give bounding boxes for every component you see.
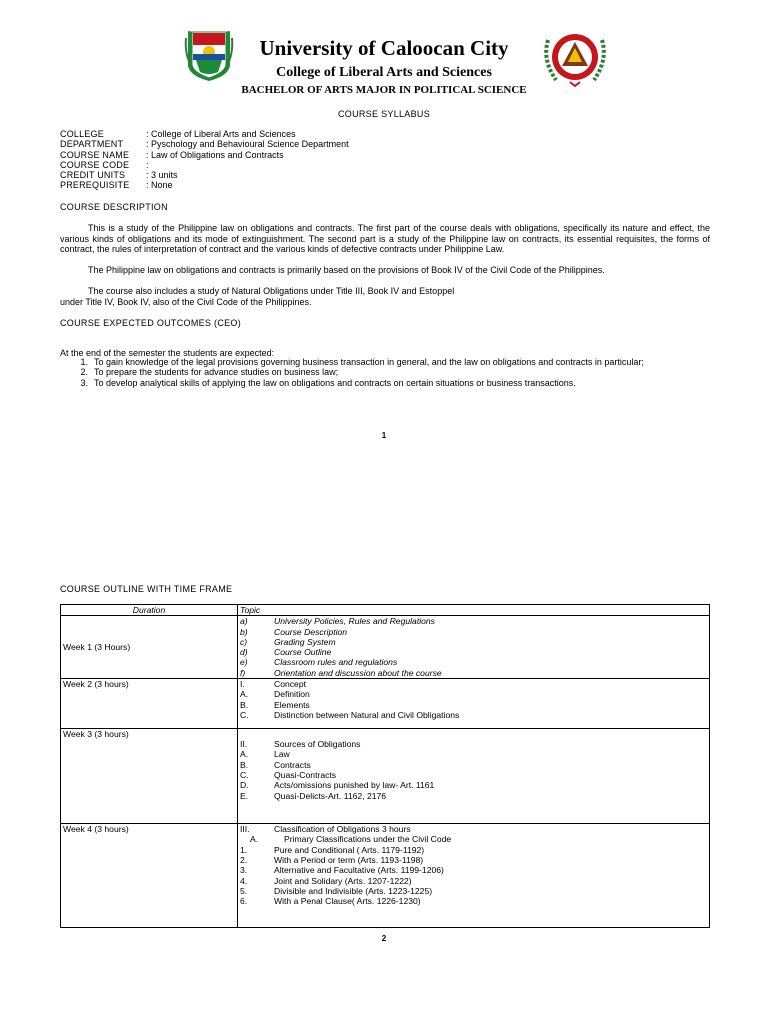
topic-text: Grading System [274,636,336,647]
topic-marker: C. [240,709,249,720]
topic-item [240,657,707,667]
course-description-paragraph: under Title IV, Book IV, also of the Civil Code of the Philippines. [60,297,312,307]
column-header-duration: Duration [61,605,238,616]
page-number: 1 [381,431,387,440]
table-row [61,679,710,729]
week-duration: Week 4 (3 hours) [61,824,238,928]
list-text: To prepare the students for advance studies on business law; [94,367,339,378]
info-key: PREREQUISITE [60,180,130,191]
info-key: COURSE CODE [60,159,130,170]
topic-text: Concept [274,679,307,690]
topic-item [240,679,707,689]
topic-marker: I. [240,679,245,690]
topic-text: Alternative and Facultative (Arts. 1199-1206) [274,865,444,876]
topic-item [240,855,707,865]
info-value: : Law of Obligations and Contracts [146,149,284,160]
column-header-topic: Topic [238,605,710,616]
topic-item [240,689,707,699]
course-description-paragraph: This is a study of the Philippine law on obligations and contracts. The first part of the course deals with obligations, specifically its nature and effect, the various kinds of obligations and its mode of extinguishment. The second part is a study of the Philippine law on contracts, its essential requisites, the forms of contract, the rules of interpretation of contract and the various kinds of defective contracts under Philippine Law. [60,223,710,254]
info-row [60,129,349,139]
topic-marker: E. [240,790,249,801]
topic-item [240,834,707,844]
topic-marker: A. [240,689,249,700]
document-type: COURSE SYLLABUS [337,109,431,119]
ceo-intro: At the end of the semester the students are expected: [60,348,275,358]
info-row [60,139,349,149]
topic-marker: D. [240,780,249,791]
info-row [60,160,349,170]
topic-text: With a Penal Clause( Arts. 1226-1230) [274,896,421,907]
topic-item [240,824,707,834]
table-row [61,729,710,824]
topic-item [240,845,707,855]
topic-item [240,647,707,657]
week-duration: Week 2 (3 hours) [61,679,238,729]
list-number: 3. [80,377,88,388]
topic-item [240,616,707,626]
topic-item [240,637,707,647]
topic-marker: B. [240,759,249,770]
list-item [70,378,644,388]
info-value: : College of Liberal Arts and Sciences [146,129,296,139]
topic-text: Elements [274,699,310,710]
college-title: College of Liberal Arts and Sciences [276,65,492,80]
topic-text: Distinction between Natural and Civil Obligations [274,709,460,720]
topic-marker: e) [240,657,248,668]
info-key: COURSE NAME [60,149,130,160]
list-number: 1. [80,357,88,367]
week-topics [238,679,710,729]
course-description-heading: COURSE DESCRIPTION [60,202,168,212]
page-number: 2 [381,934,387,943]
topic-item [240,780,707,790]
week-duration: Week 1 (3 Hours) [61,616,238,679]
topic-text: Primary Classifications under the Civil Code [284,834,452,845]
topic-marker: d) [240,647,248,658]
topic-text: Course Description [274,626,348,637]
topic-marker: A. [250,834,259,845]
topic-text: Joint and Solidary (Arts. 1207-1222) [274,875,412,886]
info-key: COLLEGE [60,129,104,139]
topic-marker: A. [240,749,249,760]
info-row [60,180,349,190]
topic-text: Definition [274,689,310,700]
info-key: CREDIT UNITS [60,170,126,181]
topic-text: Classification of Obligations 3 hours [274,824,411,835]
topic-text: Quasi-Delicts-Art. 1162, 2176 [274,790,387,801]
list-item [70,367,644,377]
topic-item [240,749,707,759]
topic-item [240,710,707,720]
university-title: University of Caloocan City [259,36,509,60]
week-topics [238,824,710,928]
topic-item [240,760,707,770]
topic-text: Course Outline [274,647,332,658]
info-key: DEPARTMENT [60,139,124,150]
table-header-row [61,605,710,616]
list-number: 2. [80,367,88,378]
topic-text: Classroom rules and regulations [274,657,398,668]
info-row [60,170,349,180]
topic-item [240,668,707,678]
topic-marker: b) [240,626,248,637]
table-row [61,824,710,928]
topic-item [240,700,707,710]
topic-marker: 5. [240,885,248,896]
topic-item [240,627,707,637]
topic-marker: a) [240,616,248,627]
topic-text: Divisible and Indivisible (Arts. 1223-1225) [274,885,433,896]
topic-text: Law [274,749,290,760]
topic-marker: f) [240,667,246,678]
topic-item [240,886,707,896]
info-row [60,150,349,160]
topic-item [240,865,707,875]
info-value: : [146,159,149,170]
topic-text: Sources of Obligations [274,739,361,750]
topic-item [240,739,707,749]
topic-marker: c) [240,636,248,647]
list-item [70,357,644,367]
topic-marker: 6. [240,896,248,907]
ceo-heading: COURSE EXPECTED OUTCOMES (CEO) [60,318,242,328]
program-title: BACHELOR OF ARTS MAJOR IN POLITICAL SCIENCE [241,84,527,96]
topic-text: Acts/omissions punished by law- Art. 1161 [274,780,435,791]
list-text: To gain knowledge of the legal provisions governing business transaction in general, and the law on obligations and contracts in particular; [94,357,644,367]
topic-text: Quasi-Contracts [274,769,337,780]
topic-marker: 2. [240,854,248,865]
topic-item [240,876,707,886]
topic-marker: B. [240,699,249,710]
topic-item [240,896,707,906]
table-row [61,616,710,679]
topic-marker: 3. [240,865,248,876]
course-outline-table [60,604,710,928]
topic-item [240,791,707,801]
course-description-paragraph: The course also includes a study of Natural Obligations under Title III, Book IV and Estoppel [88,286,455,296]
topic-marker: 1. [240,844,248,855]
topic-marker: C. [240,769,249,780]
ceo-list [70,357,644,388]
topic-item [240,770,707,780]
week-topics [238,616,710,679]
week-topics [238,729,710,824]
info-value: : None [146,180,173,191]
info-value: : Pyschology and Behavioural Science Department [146,139,349,150]
topic-marker: II. [240,739,248,750]
topic-marker: III. [240,824,250,835]
course-info [60,129,349,191]
week-duration: Week 3 (3 hours) [61,729,238,824]
list-text: To develop analytical skills of applying the law on obligations and contracts on certain situations or business transactions. [94,377,576,388]
course-outline-heading: COURSE OUTLINE WITH TIME FRAME [60,584,233,594]
topic-text: Pure and Conditional ( Arts. 1179-1192) [274,844,425,855]
topic-text: With a Period or term (Arts. 1193-1198) [274,854,424,865]
topic-marker: 4. [240,875,248,886]
course-description-paragraph: The Philippine law on obligations and contracts is primarily based on the provisions of Book IV of the Civil Code of the Philippines. [88,265,605,275]
info-value: : 3 units [146,170,178,181]
topic-text: University Policies, Rules and Regulations [274,616,435,627]
topic-text: Orientation and discussion about the course [274,667,442,678]
topic-text: Contracts [274,759,311,770]
